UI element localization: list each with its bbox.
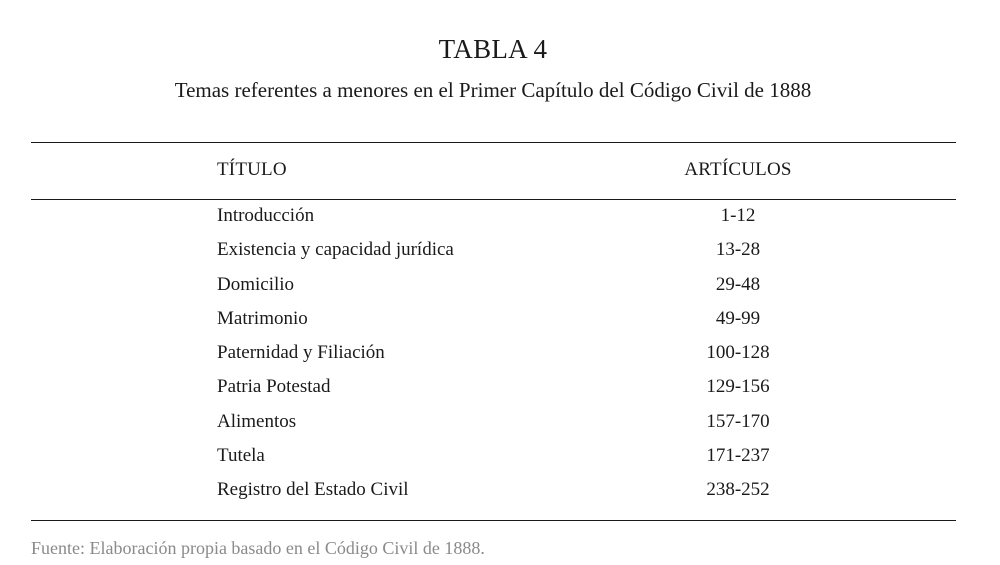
table-row xyxy=(0,306,1000,340)
column-header-articles: ARTÍCULOS xyxy=(684,159,792,180)
row-articles: 49-99 xyxy=(715,307,761,329)
bottom-rule xyxy=(31,520,956,521)
row-articles: 238-252 xyxy=(706,479,770,501)
table-row xyxy=(0,477,1000,511)
table-row xyxy=(0,203,1000,237)
table-row xyxy=(0,272,1000,306)
row-articles: 29-48 xyxy=(715,273,761,295)
row-title: Existencia y capacidad jurídica xyxy=(217,239,454,261)
row-title: Paternidad y Filiación xyxy=(217,342,385,364)
table-row xyxy=(0,443,1000,477)
column-header-title: TÍTULO xyxy=(217,159,287,180)
row-articles: 129-156 xyxy=(706,376,770,398)
row-title: Patria Potestad xyxy=(217,376,331,398)
row-articles: 1-12 xyxy=(720,205,756,226)
row-articles: 157-170 xyxy=(706,410,770,432)
row-title: Matrimonio xyxy=(217,307,308,329)
row-title: Tutela xyxy=(217,445,265,467)
row-title: Domicilio xyxy=(217,273,295,295)
top-rule xyxy=(31,142,956,143)
table-title: TABLA 4 xyxy=(438,34,548,64)
row-title: Introducción xyxy=(217,205,315,226)
source-note: Fuente: Elaboración propia basado en el Código Civil de 1888. xyxy=(31,538,485,558)
row-title: Alimentos xyxy=(217,410,297,432)
row-articles: 100-128 xyxy=(706,342,770,364)
row-articles: 171-237 xyxy=(706,445,770,467)
table-row xyxy=(0,374,1000,408)
table-subtitle: Temas referentes a menores en el Primer Capítulo del Código Civil de 1888 xyxy=(174,78,812,102)
table-body xyxy=(0,203,1000,512)
table-row xyxy=(0,340,1000,374)
row-articles: 13-28 xyxy=(715,239,761,261)
row-title: Registro del Estado Civil xyxy=(217,479,409,501)
table-row xyxy=(0,237,1000,271)
header-rule xyxy=(31,199,956,200)
table-row xyxy=(0,409,1000,443)
